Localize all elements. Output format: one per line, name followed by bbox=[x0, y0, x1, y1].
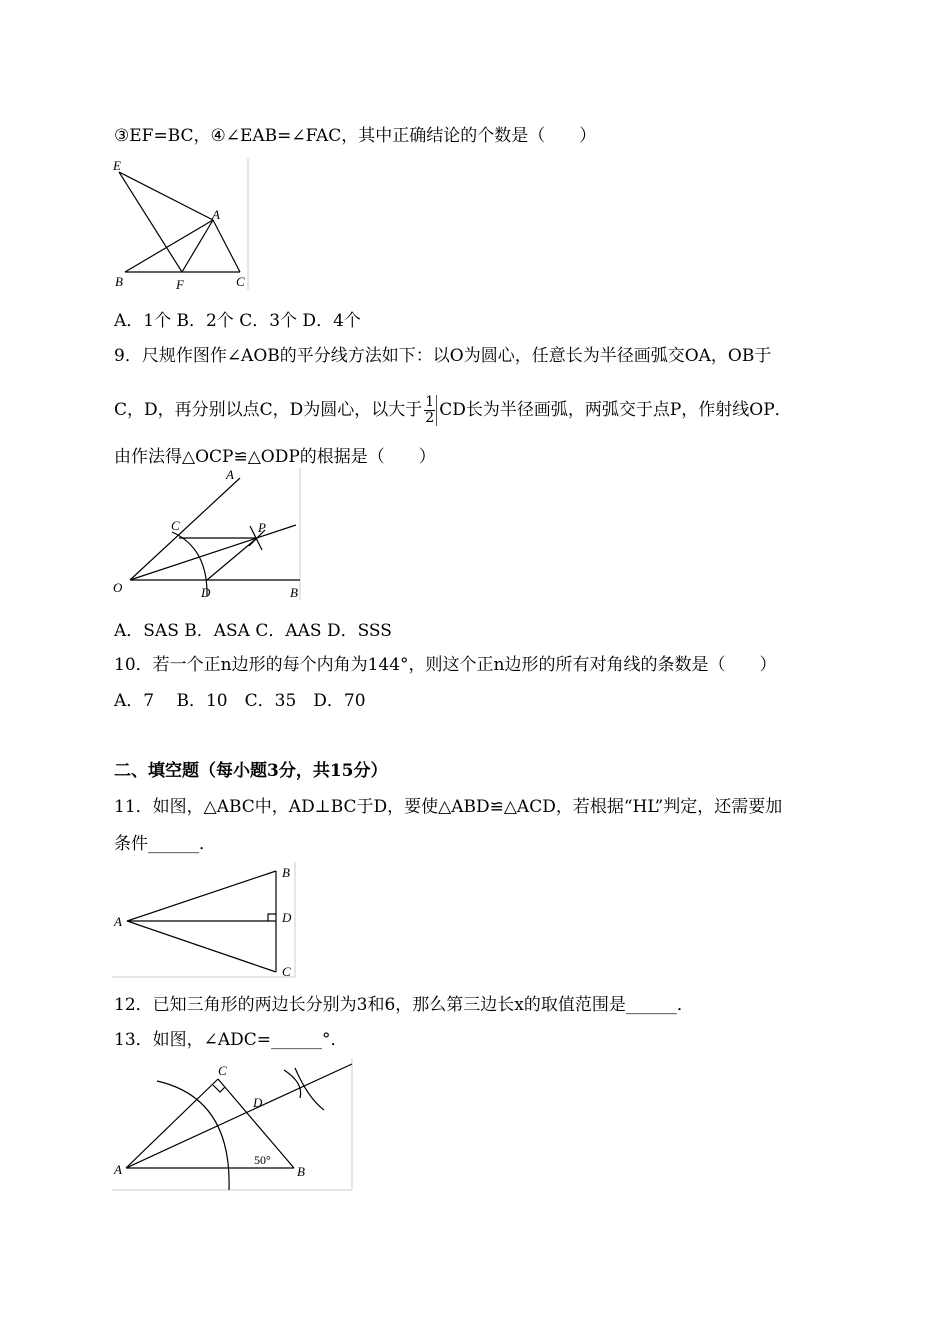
q9-figure bbox=[110, 468, 305, 603]
q8-label-f: F bbox=[176, 277, 184, 292]
q9-line1: 9．尺规作图作∠AOB的平分线方法如下：以O为圆心，任意长为半径画弧交OA，OB于 bbox=[114, 346, 772, 366]
q9-label-p: P bbox=[258, 520, 266, 535]
q9-options: A．SAS B．ASA C．AAS D．SSS bbox=[114, 621, 392, 641]
q8-text: ③EF=BC，④∠EAB=∠FAC，其中正确结论的个数是（ ） bbox=[114, 126, 597, 146]
q8-figure bbox=[112, 158, 252, 293]
q13-figure bbox=[112, 1058, 357, 1194]
q11-label-c: C bbox=[282, 964, 291, 979]
q9-label-c: C bbox=[171, 518, 180, 533]
q9-fraction bbox=[424, 395, 437, 426]
q10-options: A．7 B．10 C．35 D．70 bbox=[114, 691, 366, 711]
q11-figure bbox=[112, 862, 302, 982]
q9-line2 bbox=[114, 395, 792, 426]
q8-label-b: B bbox=[115, 274, 123, 289]
q11-line2: 条件______． bbox=[114, 834, 216, 854]
q10-text: 10．若一个正n边形的每个内角为144°，则这个正n边形的所有对角线的条数是（ ） bbox=[114, 655, 777, 675]
q9-line3: 由作法得△OCP≌△ODP的根据是（ ） bbox=[114, 447, 436, 467]
q13-text: 13．如图，∠ADC=______°． bbox=[114, 1030, 348, 1050]
q11-label-b: B bbox=[282, 865, 290, 880]
q13-label-a: A bbox=[114, 1162, 122, 1177]
q9-label-o: O bbox=[113, 580, 123, 595]
q13-label-c: C bbox=[218, 1063, 227, 1078]
q11-label-a: A bbox=[114, 914, 122, 929]
q8-label-c: C bbox=[236, 274, 245, 289]
q8-options: A．1个 B．2个 C．3个 D．4个 bbox=[114, 311, 361, 331]
q9-label-d: D bbox=[201, 585, 211, 600]
q9-frac-num: 1 bbox=[425, 394, 435, 410]
section-2-title: 二、填空题（每小题3分，共15分） bbox=[114, 761, 388, 781]
q9-line2-a: C，D，再分别以点C，D为圆心，以大于 bbox=[114, 400, 423, 420]
q13-angle-label: 50° bbox=[254, 1153, 271, 1167]
q9-label-b: B bbox=[290, 585, 298, 600]
q8-label-e: E bbox=[113, 158, 121, 173]
q9-frac-den: 2 bbox=[425, 410, 435, 426]
q9-label-a: A bbox=[226, 467, 234, 482]
q9-line2-b: CD长为半径画弧，两弧交于点P，作射线OP． bbox=[439, 400, 792, 420]
q13-label-d: D bbox=[253, 1095, 263, 1110]
q13-label-b: B bbox=[297, 1164, 305, 1179]
q11-label-d: D bbox=[282, 910, 292, 925]
q12-text: 12．已知三角形的两边长分别为3和6，那么第三边长x的取值范围是______． bbox=[114, 995, 694, 1015]
q11-line1: 11．如图，△ABC中，AD⊥BC于D，要使△ABD≌△ACD，若根据“HL”判定，还需要加 bbox=[114, 797, 783, 817]
q8-label-a: A bbox=[212, 207, 220, 222]
